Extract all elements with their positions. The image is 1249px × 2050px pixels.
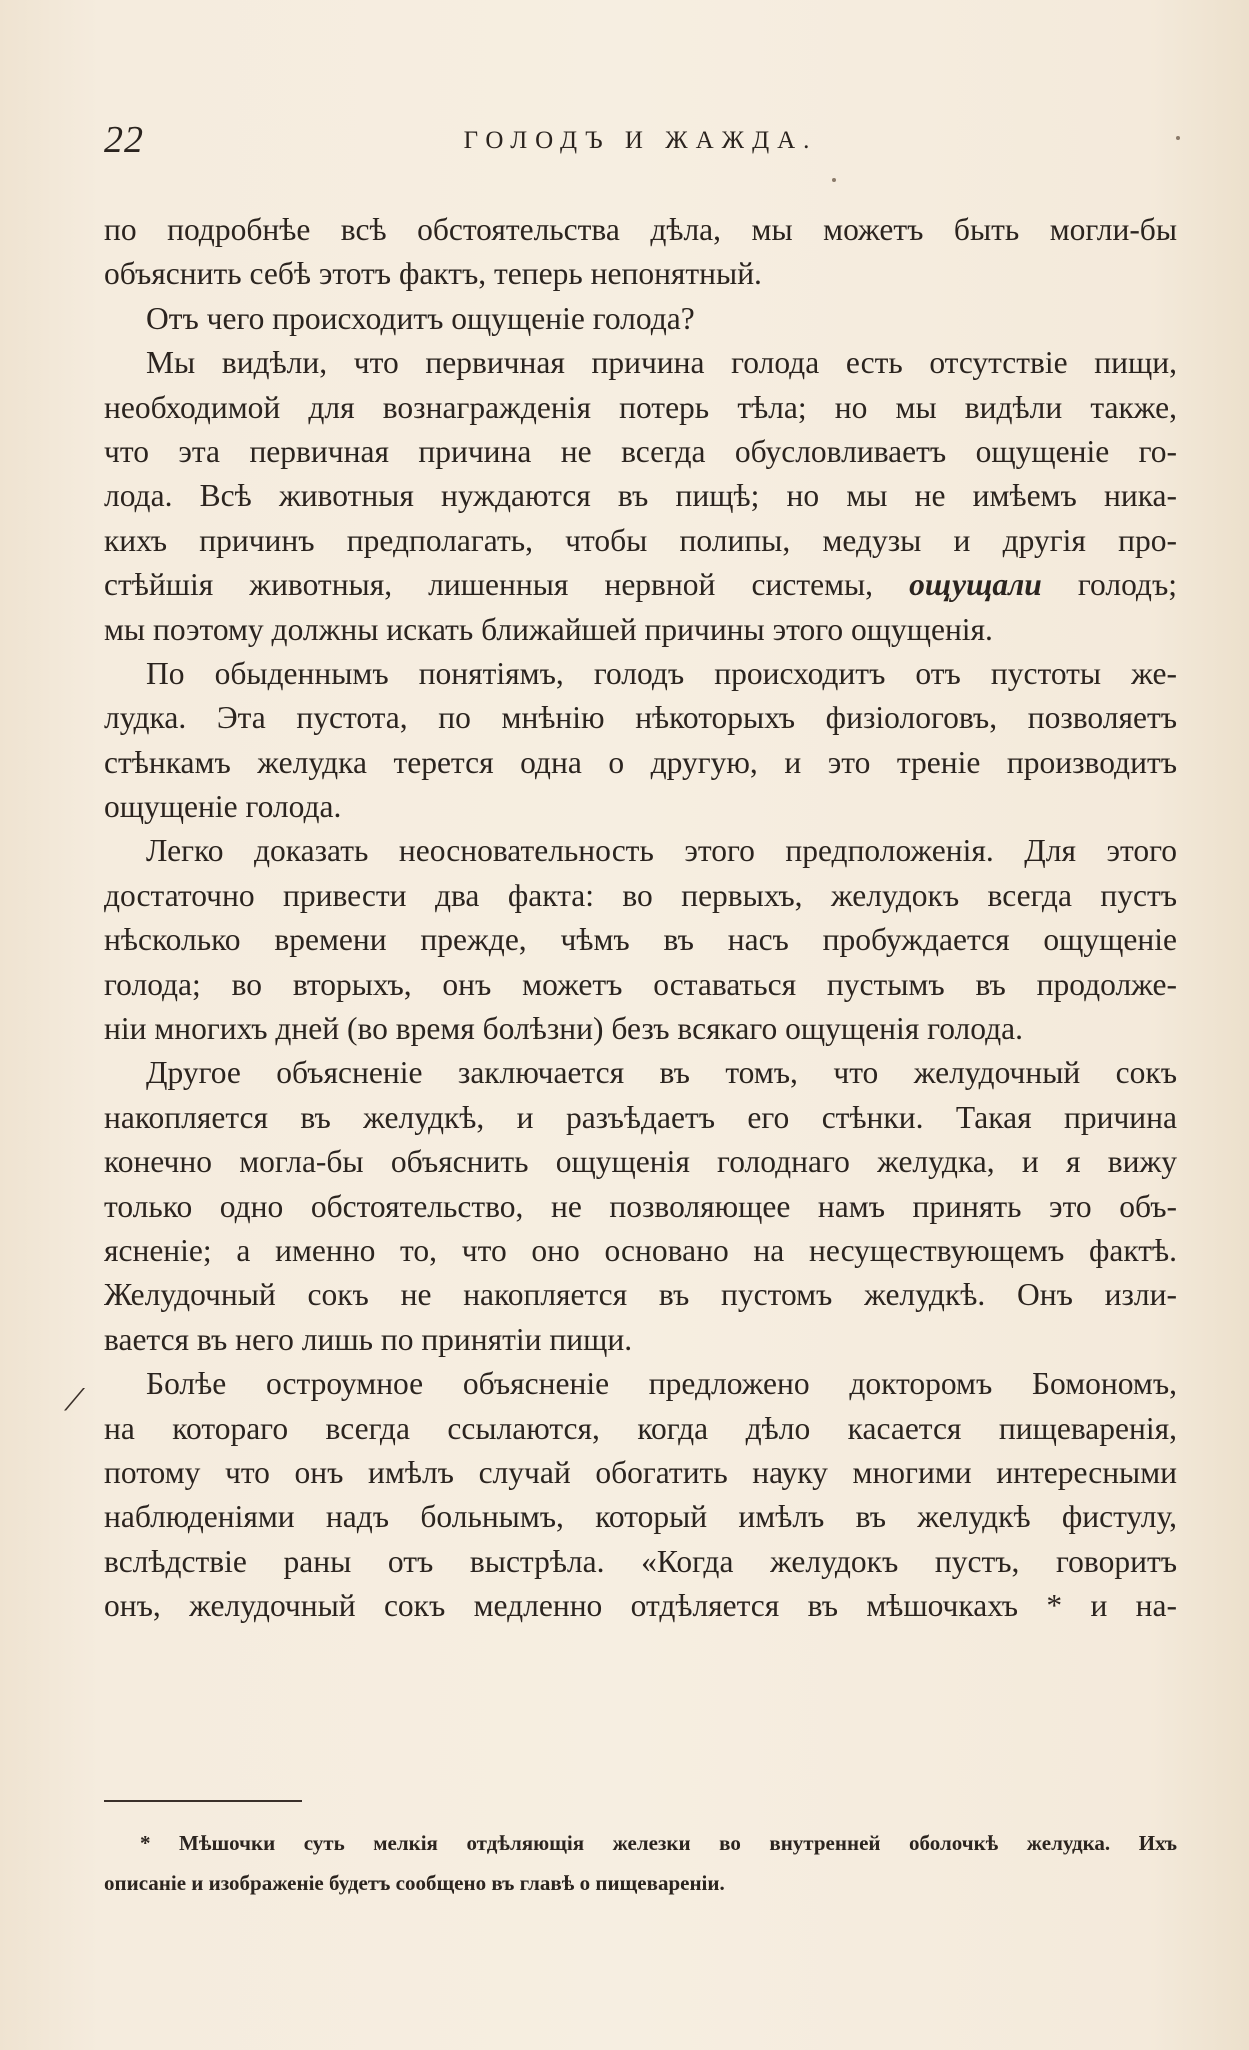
text-line: наблюденіями надъ больнымъ, который имѣлъ въ желудкѣ фистулу, bbox=[104, 1499, 1177, 1535]
text-line: голода; во вторыхъ, онъ можетъ оставаться пустымъ въ продолже- bbox=[104, 966, 1177, 1002]
text-line: на котораго всегда ссылаются, когда дѣло касается пищеваренія, bbox=[104, 1410, 1177, 1446]
running-head bbox=[104, 118, 1177, 168]
text-line: По обыденнымъ понятіямъ, голодъ происходитъ отъ пустоты же- bbox=[146, 655, 1177, 691]
text-line: что эта первичная причина не всегда обусловливаетъ ощущеніе го- bbox=[104, 433, 1177, 469]
text-line: ощущеніе голода. bbox=[104, 789, 342, 825]
text-line: достаточно привести два факта: во первыхъ, желудокъ всегда пустъ bbox=[104, 877, 1177, 913]
text-line: Легко доказать неосновательность этого предположенія. Для этого bbox=[146, 833, 1177, 869]
emphasized-word: ощущали bbox=[909, 567, 1042, 603]
text-line: стѣнкамъ желудка терется одна о другую, и это треніе производитъ bbox=[104, 744, 1177, 780]
footnote-line: * Мѣшочки суть мелкія отдѣляющія железки во внутренней оболочкѣ желудка. Ихъ bbox=[140, 1831, 1177, 1855]
paper-speck bbox=[1176, 136, 1180, 140]
text-line: лода. Всѣ животныя нуждаются въ пищѣ; но мы не имѣемъ ника- bbox=[104, 478, 1177, 514]
text-line: лудка. Эта пустота, по мнѣнію нѣкоторыхъ физіологовъ, позволяетъ bbox=[104, 700, 1177, 736]
text-line: онъ, желудочный сокъ медленно отдѣляется въ мѣшочкахъ * и на- bbox=[104, 1588, 1177, 1624]
text-line: кихъ причинъ предполагать, чтобы полипы, медузы и другія про- bbox=[104, 522, 1177, 558]
margin-pencil-mark: ⟋ bbox=[64, 1384, 85, 1417]
text-line: Мы видѣли, что первичная причина голода есть отсутствіе пищи, bbox=[146, 345, 1177, 381]
text-line: вслѣдствіе раны отъ выстрѣла. «Когда желудокъ пустъ, говоритъ bbox=[104, 1543, 1177, 1579]
footnote-rule bbox=[104, 1800, 302, 1802]
text-line: Отъ чего происходитъ ощущеніе голода? bbox=[146, 300, 695, 336]
text-line: только одно обстоятельство, не позволяющее намъ принять это объ- bbox=[104, 1188, 1177, 1224]
text-line: ясненіе; а именно то, что оно основано на несуществующемъ фактѣ. bbox=[104, 1232, 1177, 1268]
text-line: конечно могла-бы объяснить ощущенія голоднаго желудка, и я вижу bbox=[104, 1144, 1177, 1180]
page-number: 22 bbox=[104, 119, 144, 161]
body-text bbox=[104, 208, 1177, 1629]
text-line: нѣсколько времени прежде, чѣмъ въ насъ пробуждается ощущеніе bbox=[104, 922, 1177, 958]
text-line: вается въ него лишь по принятіи пищи. bbox=[104, 1321, 633, 1357]
text-line: ніи многихъ дней (во время болѣзни) безъ всякаго ощущенія голода. bbox=[104, 1011, 1024, 1047]
text-line: объяснить себѣ этотъ фактъ, теперь непонятный. bbox=[104, 256, 762, 292]
text-line: Желудочный сокъ не накопляется въ пустомъ желудкѣ. Онъ изли- bbox=[104, 1277, 1177, 1313]
text-line: потому что онъ имѣлъ случай обогатить науку многими интересными bbox=[104, 1454, 1177, 1490]
text-line: необходимой для вознагражденія потерь тѣла; но мы видѣли также, bbox=[104, 389, 1177, 425]
running-title: ГОЛОДЪ И ЖАЖДА. bbox=[463, 127, 818, 154]
text-line: мы поэтому должны искать ближайшей причины этого ощущенія. bbox=[104, 611, 993, 647]
text-line: по подробнѣе всѣ обстоятельства дѣла, мы можетъ быть могли-бы bbox=[104, 212, 1177, 247]
footnote bbox=[104, 1823, 1177, 1903]
footnote-line: описаніе и изображеніе будетъ сообщено въ главѣ о пищевареніи. bbox=[104, 1871, 725, 1895]
text-line: Другое объясненіе заключается въ томъ, что желудочный сокъ bbox=[146, 1055, 1177, 1091]
text-line: Болѣе остроумное объясненіе предложено докторомъ Бомономъ, bbox=[146, 1366, 1177, 1402]
paper-speck bbox=[832, 178, 836, 182]
text-line: накопляется въ желудкѣ, и разъѣдаетъ его стѣнки. Такая причина bbox=[104, 1099, 1177, 1135]
text-line: стѣйшія животныя, лишенныя нервной системы, ощущали голодъ; bbox=[104, 567, 1177, 603]
